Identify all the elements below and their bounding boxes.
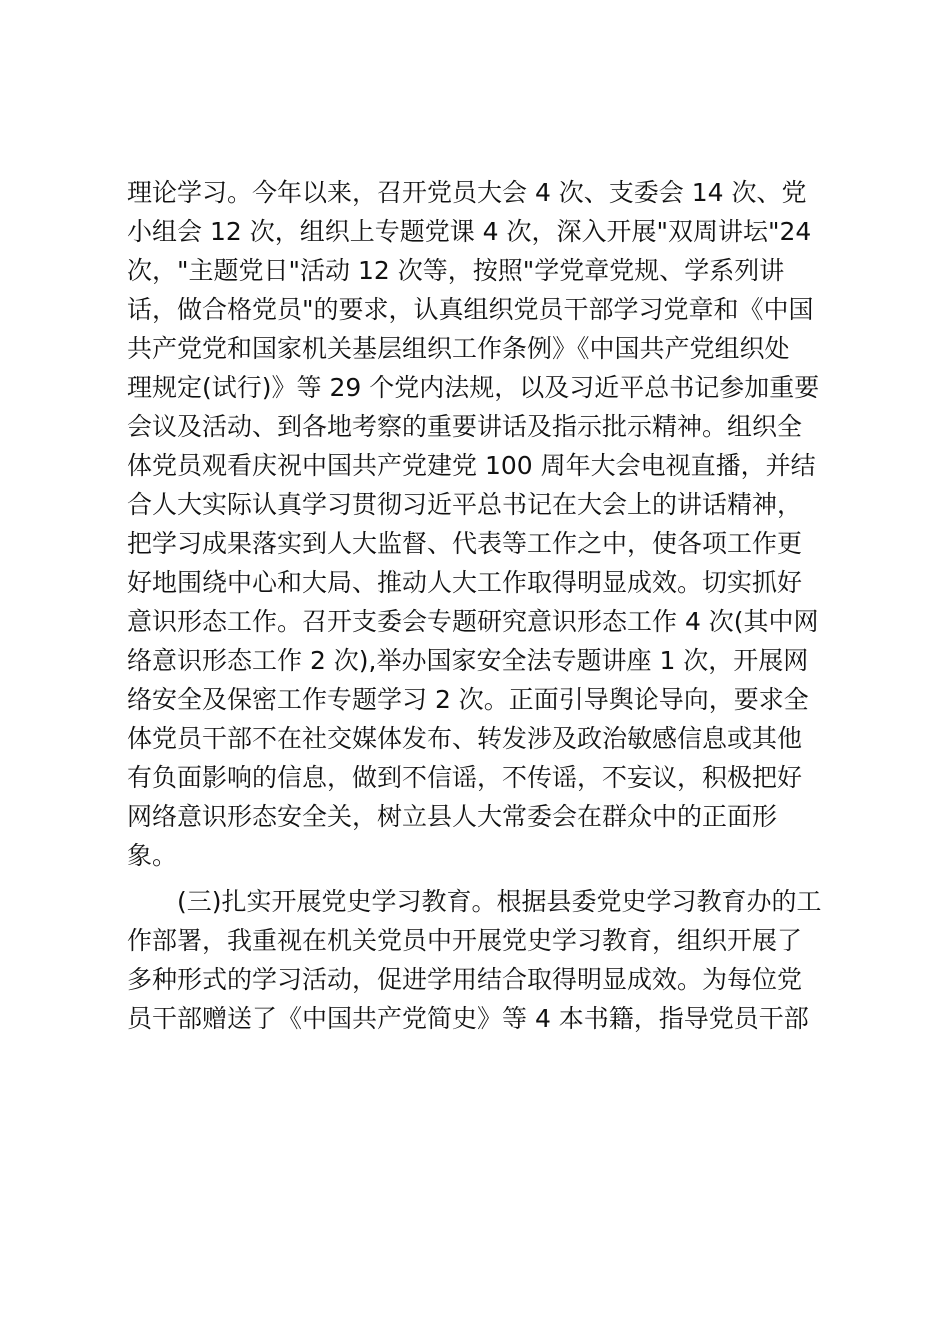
text-line: 有负面影响的信息，做到不信谣，不传谣，不妄议，积极把好	[127, 763, 803, 792]
paragraph-1	[127, 173, 837, 875]
text-line: 共产党党和国家机关基层组织工作条例》《中国共产党组织处	[127, 334, 790, 363]
text-line: 多种形式的学习活动，促进学用结合取得明显成效。为每位党	[127, 965, 803, 994]
text-line: 会议及活动、到各地考察的重要讲话及指示批示精神。组织全	[127, 412, 803, 441]
text-line: 员干部赠送了《中国共产党简史》等 4 本书籍，指导党员干部	[127, 1004, 809, 1033]
text-line: 作部署，我重视在机关党员中开展党史学习教育，组织开展了	[127, 926, 803, 955]
text-line: 理规定(试行)》等 29 个党内法规，以及习近平总书记参加重要	[127, 373, 820, 402]
text-line: 次，"主题党日"活动 12 次等，按照"学党章党规、学系列讲	[127, 256, 785, 285]
text-line: 把学习成果落实到人大监督、代表等工作之中，使各项工作更	[127, 529, 803, 558]
body-text	[127, 173, 837, 1038]
text-line: 网络意识形态安全关，树立县人大常委会在群众中的正面形	[127, 802, 778, 831]
text-line: 体党员观看庆祝中国共产党建党 100 周年大会电视直播，并结	[127, 451, 816, 480]
text-line: 小组会 12 次，组织上专题党课 4 次，深入开展"双周讲坛"24	[127, 217, 812, 246]
text-line: 好地围绕中心和大局、推动人大工作取得明显成效。切实抓好	[127, 568, 803, 597]
text-line: 络意识形态工作 2 次),举办国家安全法专题讲座 1 次，开展网	[127, 646, 809, 675]
text-line: 体党员干部不在社交媒体发布、转发涉及政治敏感信息或其他	[127, 724, 803, 753]
paragraph-2	[127, 882, 837, 1038]
text-line: 络安全及保密工作专题学习 2 次。正面引导舆论导向，要求全	[127, 685, 809, 714]
text-line: 话，做合格党员"的要求，认真组织党员干部学习党章和《中国	[127, 295, 814, 324]
text-line: (三)扎实开展党史学习教育。根据县委党史学习教育办的工	[127, 887, 822, 916]
text-line: 理论学习。今年以来，召开党员大会 4 次、支委会 14 次、党	[127, 178, 807, 207]
text-line: 意识形态工作。召开支委会专题研究意识形态工作 4 次(其中网	[127, 607, 819, 636]
text-line: 合人大实际认真学习贯彻习近平总书记在大会上的讲话精神，	[127, 490, 803, 519]
text-line: 象。	[127, 841, 178, 870]
